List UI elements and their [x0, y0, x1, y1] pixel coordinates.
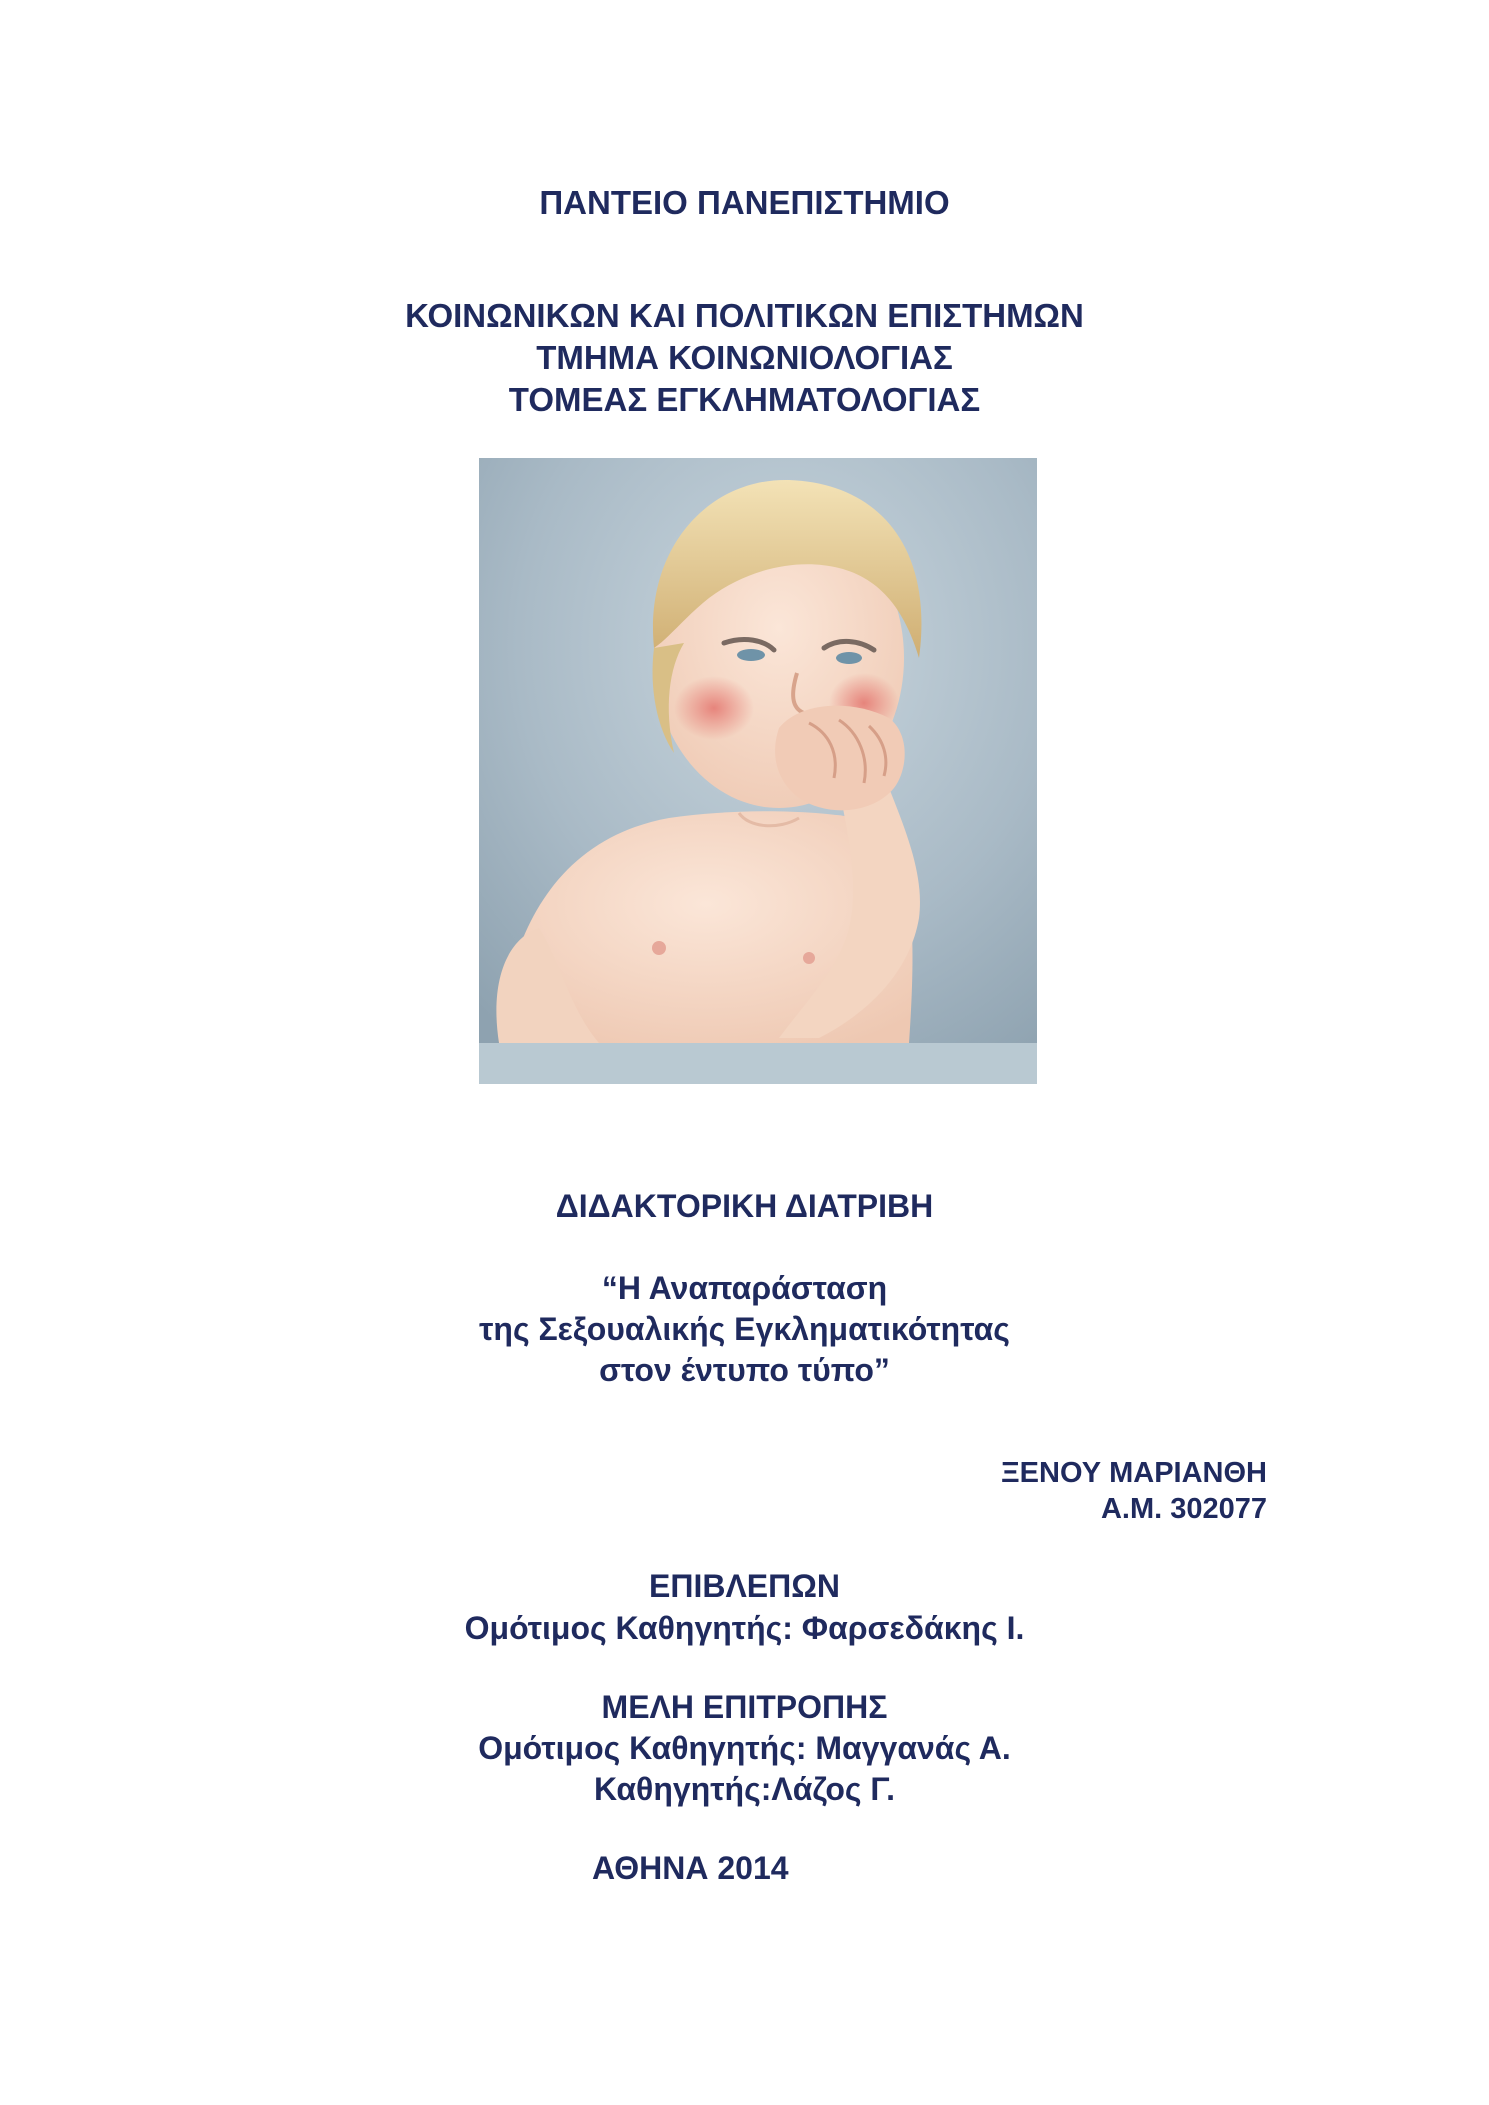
thesis-title-line-3: στον έντυπο τύπο”: [599, 1352, 890, 1388]
place-and-year: ΑΘΗΝΑ 2014: [592, 1850, 789, 1886]
committee-member: Καθηγητής:Λάζος Γ.: [594, 1771, 895, 1807]
crying-child-image: [479, 458, 1037, 1084]
department-name: ΤΜΗΜΑ ΚΟΙΝΩΝΙΟΛΟΓΙΑΣ: [536, 339, 953, 376]
author-registration-number: Α.Μ. 302077: [1100, 1493, 1267, 1525]
thesis-type: ΔΙΔΑΚΤΟΡΙΚΗ ΔΙΑΤΡΙΒΗ: [555, 1188, 934, 1224]
cover-photo: [479, 458, 1037, 1084]
committee-member: Ομότιμος Καθηγητής: Μαγγανάς Α.: [478, 1730, 1011, 1766]
author-name: ΞΕΝΟΥ ΜΑΡΙΑΝΘΗ: [1001, 1457, 1267, 1489]
thesis-title-line-1: “Η Αναπαράσταση: [601, 1270, 888, 1306]
sector-name: ΤΟΜΕΑΣ ΕΓΚΛΗΜΑΤΟΛΟΓΙΑΣ: [508, 381, 981, 418]
thesis-title-line-2: της Σεξουαλικής Εγκληματικότητας: [479, 1311, 1010, 1347]
school-name: ΚΟΙΝΩΝΙΚΩΝ ΚΑΙ ΠΟΛΙΤΙΚΩΝ ΕΠΙΣΤΗΜΩΝ: [405, 297, 1084, 334]
university-name: ΠΑΝΤΕΙΟ ΠΑΝΕΠΙΣΤΗΜΙΟ: [539, 184, 950, 221]
supervisor-member: Ομότιμος Καθηγητής: Φαρσεδάκης Ι.: [464, 1610, 1025, 1646]
committee-heading: ΜΕΛΗ ΕΠΙΤΡΟΠΗΣ: [601, 1689, 888, 1725]
supervisor-heading: ΕΠΙΒΛΕΠΩΝ: [648, 1568, 840, 1604]
